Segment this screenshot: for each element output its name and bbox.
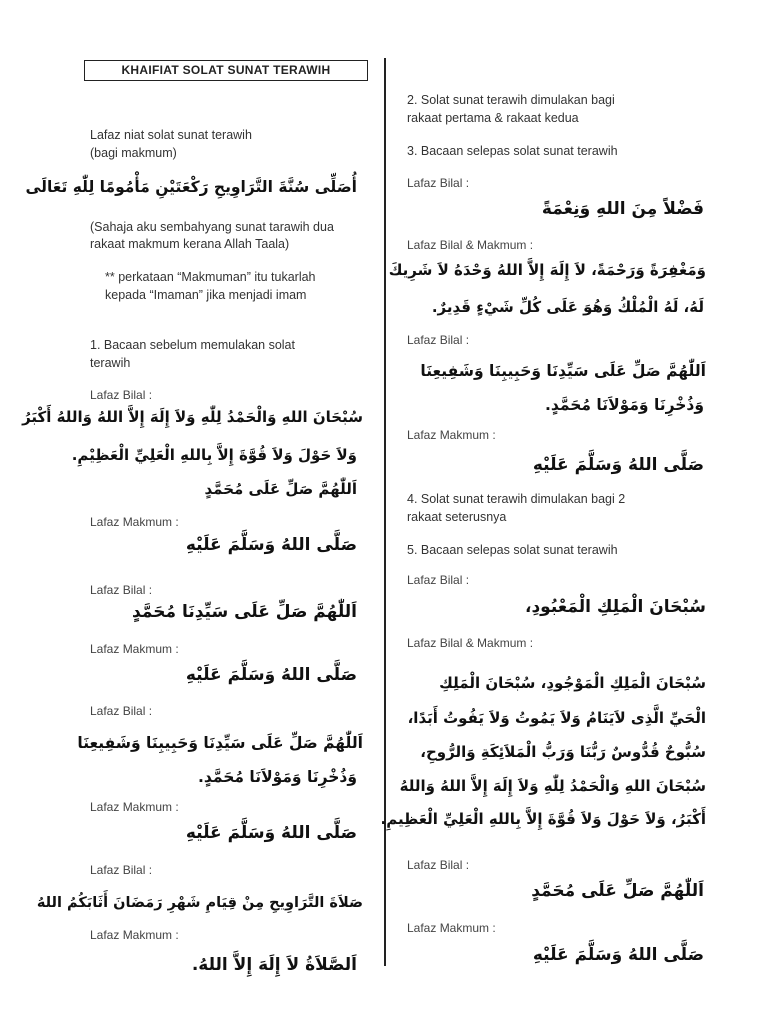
tasbih-line: سُبُّوحٌ قُدُّوسٌ رَبُّنَا وَرَبُّ الْمَلاَئِكَةِ وَالرُّوحِ، <box>420 743 706 761</box>
lafaz-bilal-makmum-label: Lafaz Bilal & Makmum : <box>407 238 534 252</box>
salatu-arabic: صَلاَةَ التَّرَاوِيحِ مِنْ قِيَامِ شَهْرِ رَمَضَانَ أَثَابَكُمُ اللهُ <box>36 895 363 911</box>
fadlan-arabic: فَضْلاً مِنَ اللهِ وَنِعْمَةً <box>541 199 704 219</box>
tasbih-line: سُبْحَانَ اللهِ وَالْحَمْدُ لِلّٰهِ وَلاَ إِلَهَ إِلاَّ اللهُ وَاللهُ <box>399 777 706 795</box>
niat-heading: Lafaz niat solat sunat terawih <box>90 128 252 142</box>
lafaz-makmum-label: Lafaz Makmum : <box>90 642 179 656</box>
tasbih-line: سُبْحَانَ اللهِ وَالْحَمْدُ لِلّٰهِ وَلاَ إِلَهَ إِلاَّ اللهُ وَاللهُ أَكْبَرُ <box>22 408 363 426</box>
lafaz-makmum-label: Lafaz Makmum : <box>407 428 496 442</box>
lafaz-bilal-label: Lafaz Bilal : <box>90 863 153 877</box>
niat-meaning-line: (Sahaja aku sembahyang sunat tarawih dua <box>90 220 334 234</box>
note-line: kepada “Imaman” jika menjadi imam <box>105 288 307 302</box>
salla-arabic: صَلَّى اللهُ وَسَلَّمَ عَلَيْهِ <box>185 535 357 555</box>
lafaz-makmum-label: Lafaz Makmum : <box>90 515 179 529</box>
step-4-heading: 4. Solat sunat terawih dimulakan bagi 2 <box>407 492 626 506</box>
lafaz-makmum-label: Lafaz Makmum : <box>90 800 179 814</box>
salla-arabic: صَلَّى اللهُ وَسَلَّمَ عَلَيْهِ <box>185 665 357 685</box>
habibina-line: وَذُخْرِنَا وَمَوْلاَنَا مُحَمَّدٍ. <box>198 768 357 786</box>
subhanal-malik-arabic: سُبْحَانَ الْمَلِكِ الْمَعْبُودِ، <box>525 597 706 617</box>
tasbih-line: وَلاَ حَوْلَ وَلاَ قُوَّةَ إِلاَّ بِاللهِ الْعَلِيِّ الْعَظِيْمِ. <box>71 446 357 464</box>
lafaz-bilal-label: Lafaz Bilal : <box>90 388 153 402</box>
lafaz-bilal-label: Lafaz Bilal : <box>407 858 470 872</box>
habibina-line: وَذُخْرِنَا وَمَوْلاَنَا مُحَمَّدٍ. <box>545 396 704 414</box>
lafaz-bilal-label: Lafaz Bilal : <box>407 176 470 190</box>
lafaz-makmum-label: Lafaz Makmum : <box>90 928 179 942</box>
habibina-line: اَللّٰهُمَّ صَلِّ عَلَى سَيِّدِنَا وَحَبِيبِنَا وَشَفِيعِنَا <box>77 734 363 752</box>
lafaz-bilal-label: Lafaz Bilal : <box>90 704 153 718</box>
note-line: ** perkataan “Makmuman” itu tukarlah <box>105 270 316 284</box>
assalatu-arabic: اَلصَّلاَةُ لاَ إِلَهَ إِلاَّ اللهُ. <box>191 955 357 975</box>
step-4-heading-cont: rakaat seterusnya <box>407 510 507 524</box>
lafaz-bilal-label: Lafaz Bilal : <box>407 333 470 347</box>
lafaz-bilal-label: Lafaz Bilal : <box>407 573 470 587</box>
document-title: KHAIFIAT SOLAT SUNAT TERAWIH <box>84 60 368 81</box>
tasbih-line: سُبْحَانَ الْمَلِكِ الْمَوْجُودِ، سُبْحَانَ الْمَلِكِ <box>439 674 706 692</box>
niat-meaning-line: rakaat makmum kerana Allah Taala) <box>90 237 290 251</box>
maghfirah-line: وَمَغْفِرَةً وَرَحْمَةً، لاَ إِلَهَ إِلاَّ اللهُ وَحْدَهُ لاَ شَرِيكَ <box>388 261 706 279</box>
lafaz-bilal-makmum-label: Lafaz Bilal & Makmum : <box>407 636 534 650</box>
step-2-heading: 2. Solat sunat terawih dimulakan bagi <box>407 93 615 107</box>
step-1-heading-cont: terawih <box>90 356 131 370</box>
step-5-heading: 5. Bacaan selepas solat sunat terawih <box>407 543 618 557</box>
tasbih-line: الْحَيِّ الَّذِى لاَيَنَامُ وَلاَ يَمُوتُ وَلاَ يَفُوتُ أَبَدًا، <box>407 709 706 727</box>
niat-arabic: أُصَلِّى سُنَّةَ التَّرَاوِيحِ رَكْعَتَيْنِ مَأْمُومًا لِلّٰهِ تَعَالَى <box>25 178 357 196</box>
sayyidina-arabic: اَللّٰهُمَّ صَلِّ عَلَى سَيِّدِنَا مُحَمَّدٍ <box>132 602 357 622</box>
maghfirah-line: لَهُ، لَهُ الْمُلْكُ وَهُوَ عَلَى كُلِّ شَيْءٍ قَدِيرٌ. <box>431 298 704 316</box>
tasbih-line: أَكْبَرُ، وَلاَ حَوْلَ وَلاَ قُوَّةَ إِلاَّ بِاللهِ الْعَلِيِّ الْعَظِيمِ. <box>380 810 706 828</box>
muhammad-arabic: اَللّٰهُمَّ صَلِّ عَلَى مُحَمَّدٍ <box>531 881 704 901</box>
tasbih-line: اَللّٰهُمَّ صَلِّ عَلَى مُحَمَّدٍ <box>204 480 357 498</box>
niat-subheading: (bagi makmum) <box>90 146 177 160</box>
salla-arabic: صَلَّى اللهُ وَسَلَّمَ عَلَيْهِ <box>532 945 704 965</box>
lafaz-makmum-label: Lafaz Makmum : <box>407 921 496 935</box>
salla-arabic: صَلَّى اللهُ وَسَلَّمَ عَلَيْهِ <box>185 823 357 843</box>
step-2-heading-cont: rakaat pertama & rakaat kedua <box>407 111 579 125</box>
step-1-heading: 1. Bacaan sebelum memulakan solat <box>90 338 295 352</box>
step-3-heading: 3. Bacaan selepas solat sunat terawih <box>407 144 618 158</box>
habibina-line: اَللّٰهُمَّ صَلِّ عَلَى سَيِّدِنَا وَحَبِيبِنَا وَشَفِيعِنَا <box>420 362 706 380</box>
lafaz-bilal-label: Lafaz Bilal : <box>90 583 153 597</box>
salla-arabic: صَلَّى اللهُ وَسَلَّمَ عَلَيْهِ <box>532 455 704 475</box>
